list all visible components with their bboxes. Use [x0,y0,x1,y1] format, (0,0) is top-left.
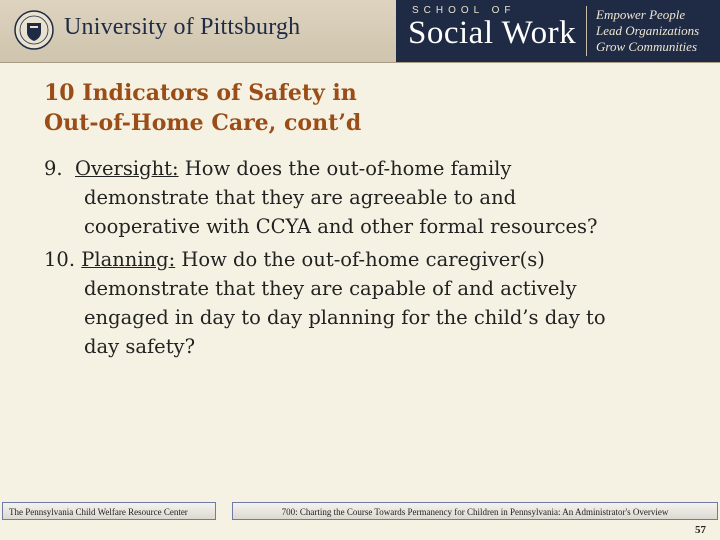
header-banner [0,0,720,63]
slide-content [44,154,684,365]
item-line: engaged in day to day planning for the child’s day to [84,306,606,329]
item-number: 9. [44,157,63,180]
page-number: 57 [695,524,706,536]
item-number: 10. [44,248,76,271]
tagline-line: Lead Organizations [596,23,700,38]
item-term: Oversight: [75,157,179,180]
university-seal-icon [14,10,54,50]
school-of-label: SCHOOL OF [412,5,516,16]
item-line: day safety? [84,335,196,358]
footer-course-title: 700: Charting the Course Towards Permanency for Children in Pennsylvania: An Administrator's Overview [232,502,718,520]
item-term: Planning: [81,248,176,271]
tagline-line: Grow Communities [596,39,697,54]
item-line: demonstrate that they are agreeable to and [84,186,517,209]
slide-title-line: Out-of-Home Care, cont’d [44,110,362,136]
school-name: Social Work [408,15,577,51]
list-item [44,154,684,241]
school-tagline [596,7,699,55]
item-line: cooperative with CCYA and other formal resources? [84,215,598,238]
item-line: demonstrate that they are capable of and actively [84,277,577,300]
item-text: How does the out-of-home family [178,157,512,180]
logo-divider [586,6,587,56]
item-text: How do the out-of-home caregiver(s) [175,248,545,271]
slide-title [44,78,644,138]
footer-organization: The Pennsylvania Child Welfare Resource Center [2,502,216,520]
school-logo [396,0,720,62]
item-first-line [44,245,684,274]
list-item [44,245,684,361]
slide-title-line: 10 Indicators of Safety in [44,80,357,106]
tagline-line: Empower People [596,7,686,22]
item-first-line [44,154,684,183]
university-name: University of Pittsburgh [64,14,301,40]
